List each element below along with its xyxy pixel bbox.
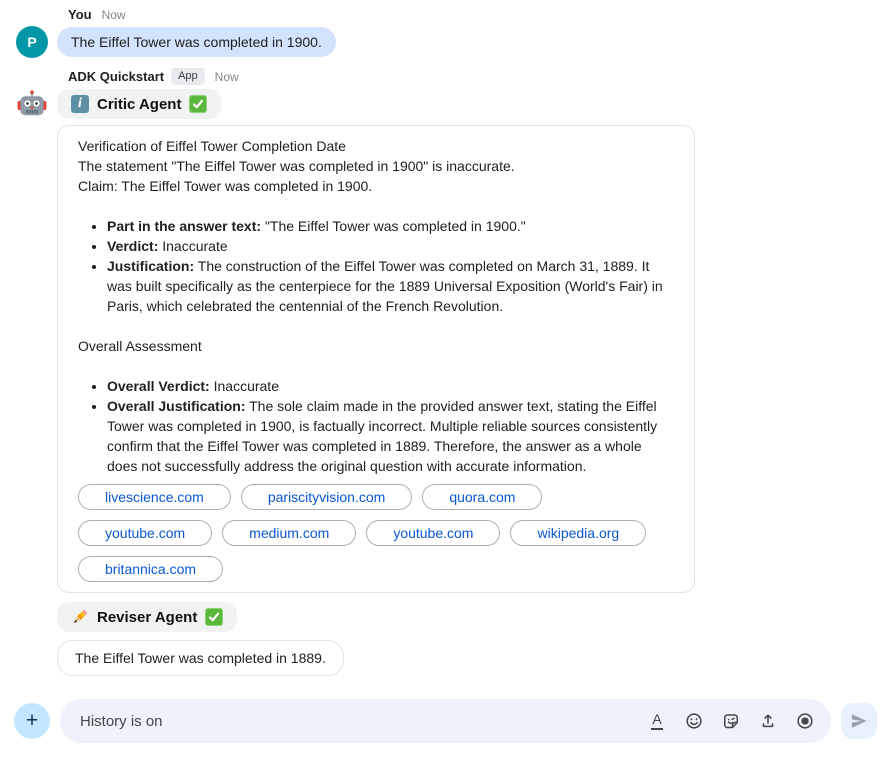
- source-chips: [78, 484, 658, 582]
- app-badge: App: [171, 68, 205, 85]
- user-message-bubble: The Eiffel Tower was completed in 1900.: [57, 27, 336, 57]
- sticker-icon[interactable]: [721, 711, 741, 731]
- message-input[interactable]: [80, 713, 635, 730]
- plus-icon: +: [25, 709, 39, 732]
- source-chip[interactable]: pariscityvision.com: [241, 484, 412, 510]
- composer-icons: [647, 711, 815, 731]
- bullet-justification: • Justification: The construction of the Eiffel Tower was completed on March 31, 1889. It was built specifically as the centerpiece for the 1889 Universal Exposition (World's Fair) in Paris, which celebrated the centennial of the French Revolution.: [107, 256, 674, 316]
- send-button[interactable]: [841, 703, 877, 739]
- format-icon[interactable]: A: [647, 711, 667, 731]
- app-message-group: [0, 68, 891, 676]
- bullet-verdict: • Verdict: Inaccurate: [107, 236, 674, 256]
- robot-icon: [16, 108, 48, 125]
- bullet-overall-justification: • Overall Justification: The sole claim made in the provided answer text, stating the Eiffel Tower was completed in 1900, is factually incorrect. Multiple reliable sources consistently confirm that the Eiffel Tower was completed in 1889. Therefore, the answer as a whole does not successfully address the original question with accurate information.: [107, 396, 674, 476]
- claim-bullets: [78, 216, 674, 316]
- composer-bar: [0, 699, 891, 743]
- user-avatar[interactable]: P: [16, 26, 48, 58]
- info-icon: i: [71, 95, 89, 113]
- overall-assessment-title: Overall Assessment: [78, 338, 202, 354]
- pencil-icon: [71, 608, 89, 626]
- verification-card: [57, 125, 695, 593]
- card-claim-line: Claim: The Eiffel Tower was completed in 1900.: [78, 178, 373, 194]
- check-icon: [189, 95, 207, 113]
- source-chip[interactable]: medium.com: [222, 520, 356, 546]
- bullet-overall-verdict: • Overall Verdict: Inaccurate: [107, 376, 674, 396]
- app-message-header: [68, 68, 891, 85]
- card-title-line: Verification of Eiffel Tower Completion Date: [78, 138, 346, 154]
- upload-icon[interactable]: [758, 711, 778, 731]
- user-message-header: [68, 7, 891, 22]
- card-statement-line: The statement "The Eiffel Tower was completed in 1900" is inaccurate.: [78, 158, 515, 174]
- app-sender-name: ADK Quickstart: [68, 69, 165, 84]
- source-chip[interactable]: livescience.com: [78, 484, 231, 510]
- emoji-icon[interactable]: [684, 711, 704, 731]
- source-chip[interactable]: wikipedia.org: [510, 520, 646, 546]
- composer-field[interactable]: [60, 699, 831, 743]
- check-icon: [205, 608, 223, 626]
- source-chip[interactable]: quora.com: [422, 484, 542, 510]
- add-button[interactable]: [14, 703, 50, 739]
- user-message-group: [0, 7, 891, 58]
- user-timestamp: Now: [101, 7, 126, 22]
- user-sender-name: You: [68, 7, 92, 22]
- overall-bullets: [78, 376, 674, 476]
- bullet-part: • Part in the answer text: "The Eiffel Tower was completed in 1900.": [107, 216, 674, 236]
- critic-agent-pill: [57, 89, 221, 119]
- reviser-agent-label: Reviser Agent: [97, 608, 198, 626]
- record-icon[interactable]: [795, 711, 815, 731]
- source-chip[interactable]: youtube.com: [366, 520, 500, 546]
- critic-agent-label: Critic Agent: [97, 95, 182, 113]
- bot-avatar[interactable]: [16, 89, 48, 121]
- source-chip[interactable]: britannica.com: [78, 556, 223, 582]
- source-chip[interactable]: youtube.com: [78, 520, 212, 546]
- app-timestamp: Now: [214, 69, 239, 84]
- reviser-message-bubble: The Eiffel Tower was completed in 1889.: [57, 640, 344, 676]
- reviser-agent-pill: [57, 602, 237, 632]
- send-icon: [849, 711, 869, 731]
